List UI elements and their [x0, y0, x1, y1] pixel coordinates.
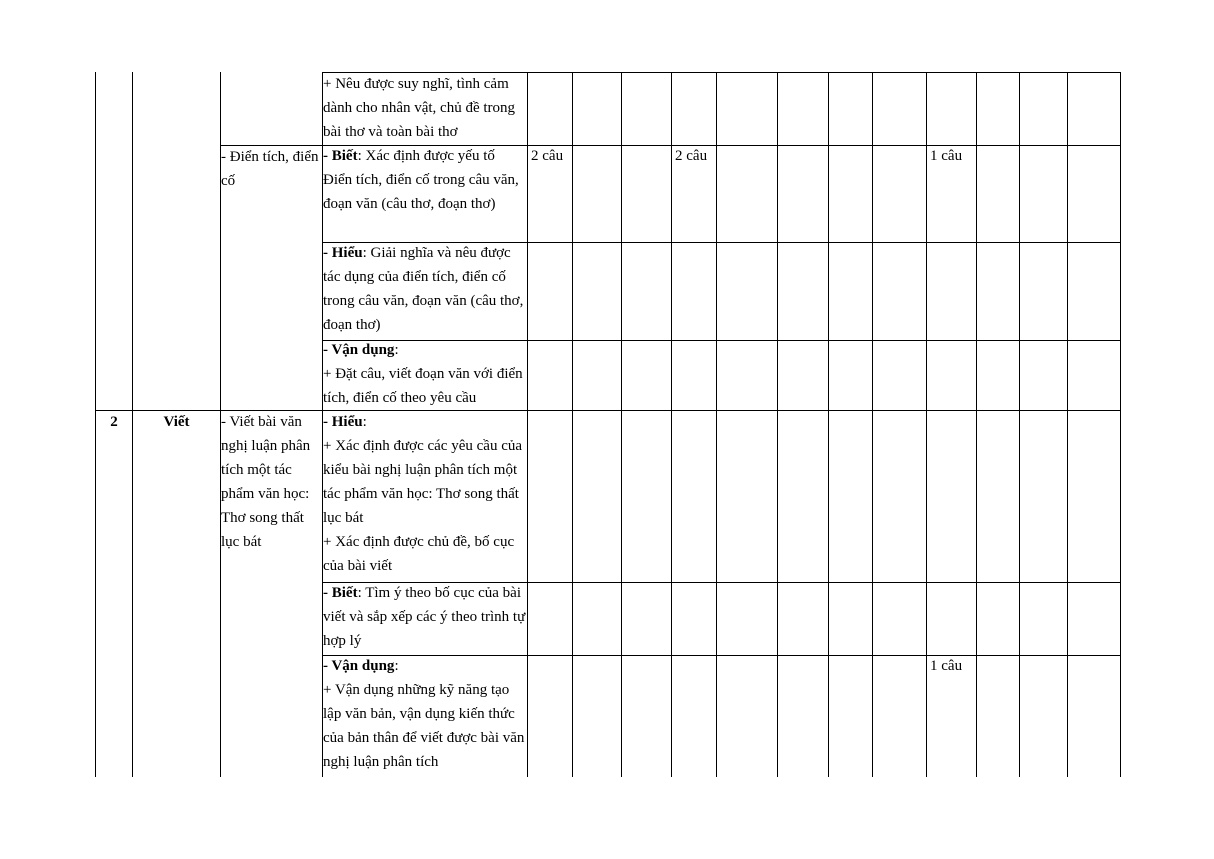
question-count: 1 câu	[930, 658, 963, 674]
table-border	[671, 72, 672, 777]
table-border	[976, 72, 977, 777]
table-border	[1019, 72, 1020, 777]
level-label: - Biết	[323, 585, 358, 601]
table-border	[572, 72, 573, 777]
level-label: - Hiểu	[323, 414, 363, 430]
question-count: 2 câu	[531, 148, 564, 164]
requirement-detail: : + Xác định được các yêu cầu của kiểu bài nghị luận phân tích một tác phẩm văn học: Thơ song thất lục bát + Xác định được chủ đề, bố cục của bài viết	[323, 414, 523, 574]
requirement-detail: : Tìm ý theo bố cục của bài viết và sắp xếp các ý theo trình tự hợp lý	[323, 585, 526, 649]
table-border	[527, 72, 528, 777]
skill-cell: Viết	[163, 414, 190, 430]
level-label: - Vận dụng	[323, 342, 395, 358]
requirement-text	[323, 410, 526, 578]
question-count: 2 câu	[675, 148, 708, 164]
table-border	[777, 72, 778, 777]
topic-cell: - Viết bài văn nghị luận phân tích một tác phẩm văn học: Thơ song thất lục bát	[221, 414, 311, 550]
table-border	[716, 72, 717, 777]
requirement-detail: : Xác định được yếu tố Điển tích, điển cố trong câu văn, đoạn văn (câu thơ, đoạn thơ)	[323, 148, 519, 212]
topic-cell: - Điển tích, điển cố	[221, 149, 319, 189]
requirement-text: + Nêu được suy nghĩ, tình cảm dành cho nhân vật, chủ đề trong bài thơ và toàn bài thơ	[323, 76, 516, 140]
table-border	[621, 72, 622, 777]
question-count: 1 câu	[930, 148, 963, 164]
level-label: - Biết	[323, 148, 358, 164]
requirement-detail: : + Đặt câu, viết đoạn văn với điển tích, điển cố theo yêu cầu	[323, 342, 523, 406]
row-number: 2	[110, 414, 118, 430]
table-border	[872, 72, 873, 777]
table-border	[926, 72, 927, 777]
table-border	[1067, 72, 1068, 777]
level-label: - Hiểu	[323, 245, 363, 261]
requirement-detail: : Giải nghĩa và nêu được tác dụng của điển tích, điển cố trong câu văn, đoạn văn (câu thơ, đoạn thơ)	[323, 245, 524, 333]
requirement-text	[323, 241, 526, 337]
requirement-detail: : + Vận dụng những kỹ năng tạo lập văn bản, vận dụng kiến thức của bản thân để viết được bài văn nghị luận phân tích	[323, 658, 525, 770]
requirement-text	[323, 581, 526, 653]
level-label: - Vận dụng	[323, 658, 395, 674]
requirement-text	[323, 338, 526, 410]
table-border	[828, 72, 829, 777]
table-border	[1120, 72, 1121, 777]
requirement-text	[323, 654, 526, 774]
requirement-text	[323, 144, 526, 216]
